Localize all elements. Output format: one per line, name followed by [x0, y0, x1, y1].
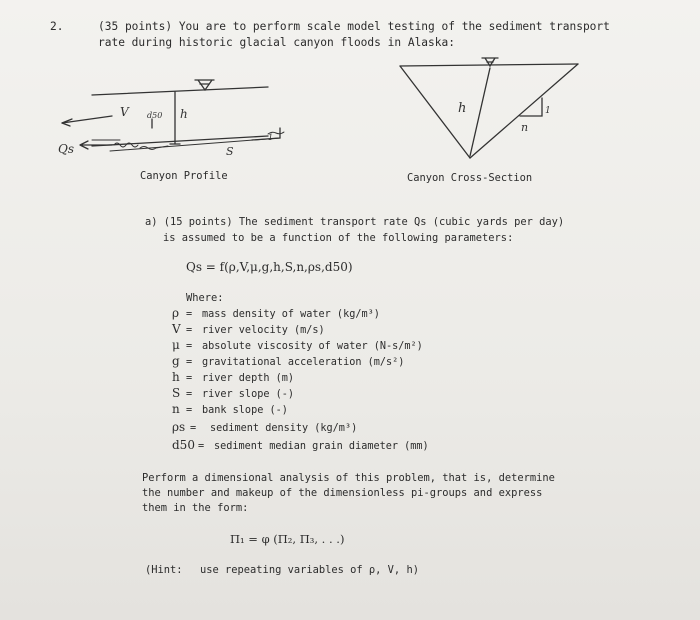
instruction-line-1: Perform a dimensional analysis of this problem, that is, determine	[142, 472, 555, 484]
definition-symbol: ρs	[172, 420, 186, 434]
definition-row: d50 = sediment median grain diameter (mm)	[172, 438, 429, 452]
definition-text: sediment density (kg/m³)	[210, 423, 358, 434]
profile-d50-label: d50	[147, 111, 163, 120]
definition-row: V = river velocity (m/s)	[172, 322, 325, 336]
where-label: Where:	[186, 292, 224, 304]
problem-number: 2.	[50, 20, 64, 33]
instruction-line-3: them in the form:	[142, 502, 249, 514]
definition-symbol: d50	[172, 438, 195, 452]
definition-row: S = river slope (-)	[172, 386, 295, 400]
instruction-line-2: the number and makeup of the dimensionless pi-groups and express	[142, 487, 543, 499]
pi-group-equation: Π₁ = φ (Π₂, Π₃, . . .)	[230, 532, 345, 546]
problem-intro-line-2: rate during historic glacial canyon floods in Alaska:	[98, 36, 455, 49]
part-a-line-2: is assumed to be a function of the following parameters:	[163, 232, 514, 244]
definition-row: ρs = sediment density (kg/m³)	[172, 420, 358, 434]
definition-text: river velocity (m/s)	[202, 325, 325, 336]
profile-slope-one: 1	[268, 133, 274, 142]
definition-symbol: ρ	[172, 306, 180, 320]
cross-depth-label: h	[458, 101, 467, 116]
definition-symbol: μ	[172, 338, 180, 352]
definition-text: river slope (-)	[202, 389, 295, 400]
definition-text: mass density of water (kg/m³)	[202, 309, 380, 320]
definition-text: river depth (m)	[202, 373, 295, 384]
cross-slope-one: 1	[545, 106, 551, 116]
canyon-cross-section-caption: Canyon Cross-Section	[407, 172, 533, 184]
cross-bank-slope-label: n	[521, 121, 529, 134]
definition-symbol: S	[172, 386, 181, 400]
function-equation: Qs = f(ρ,V,μ,g,h,S,n,ρs,d50)	[186, 260, 353, 274]
profile-velocity-label: V	[120, 105, 129, 119]
definition-row: ρ = mass density of water (kg/m³)	[172, 306, 380, 320]
definition-symbol: n	[172, 402, 180, 416]
profile-slope-label: S	[226, 145, 234, 158]
canyon-profile-caption: Canyon Profile	[140, 170, 228, 182]
definition-text: absolute viscosity of water (N-s/m²)	[202, 341, 423, 352]
definition-text: bank slope (-)	[202, 405, 288, 416]
definition-row: μ = absolute viscosity of water (N-s/m²)	[172, 338, 423, 352]
profile-depth-label: h	[180, 107, 188, 121]
hint-label: (Hint:	[145, 564, 183, 576]
problem-intro-line-1: (35 points) You are to perform scale model testing of the sediment transport	[98, 20, 610, 33]
definition-text: gravitational acceleration (m/s²)	[202, 357, 405, 368]
definition-symbol: V	[172, 322, 181, 336]
part-a-line-1: a) (15 points) The sediment transport rate Qs (cubic yards per day)	[145, 216, 565, 228]
definition-row: g = gravitational acceleration (m/s²)	[172, 354, 405, 368]
definition-row: n = bank slope (-)	[172, 402, 288, 416]
profile-qs-label: Qs	[58, 142, 74, 156]
definition-row: h = river depth (m)	[172, 370, 295, 384]
definition-symbol: g	[172, 354, 180, 368]
definition-text: sediment median grain diameter (mm)	[214, 441, 429, 452]
definition-symbol: h	[172, 370, 180, 384]
hint-text: use repeating variables of ρ, V, h)	[200, 564, 419, 576]
